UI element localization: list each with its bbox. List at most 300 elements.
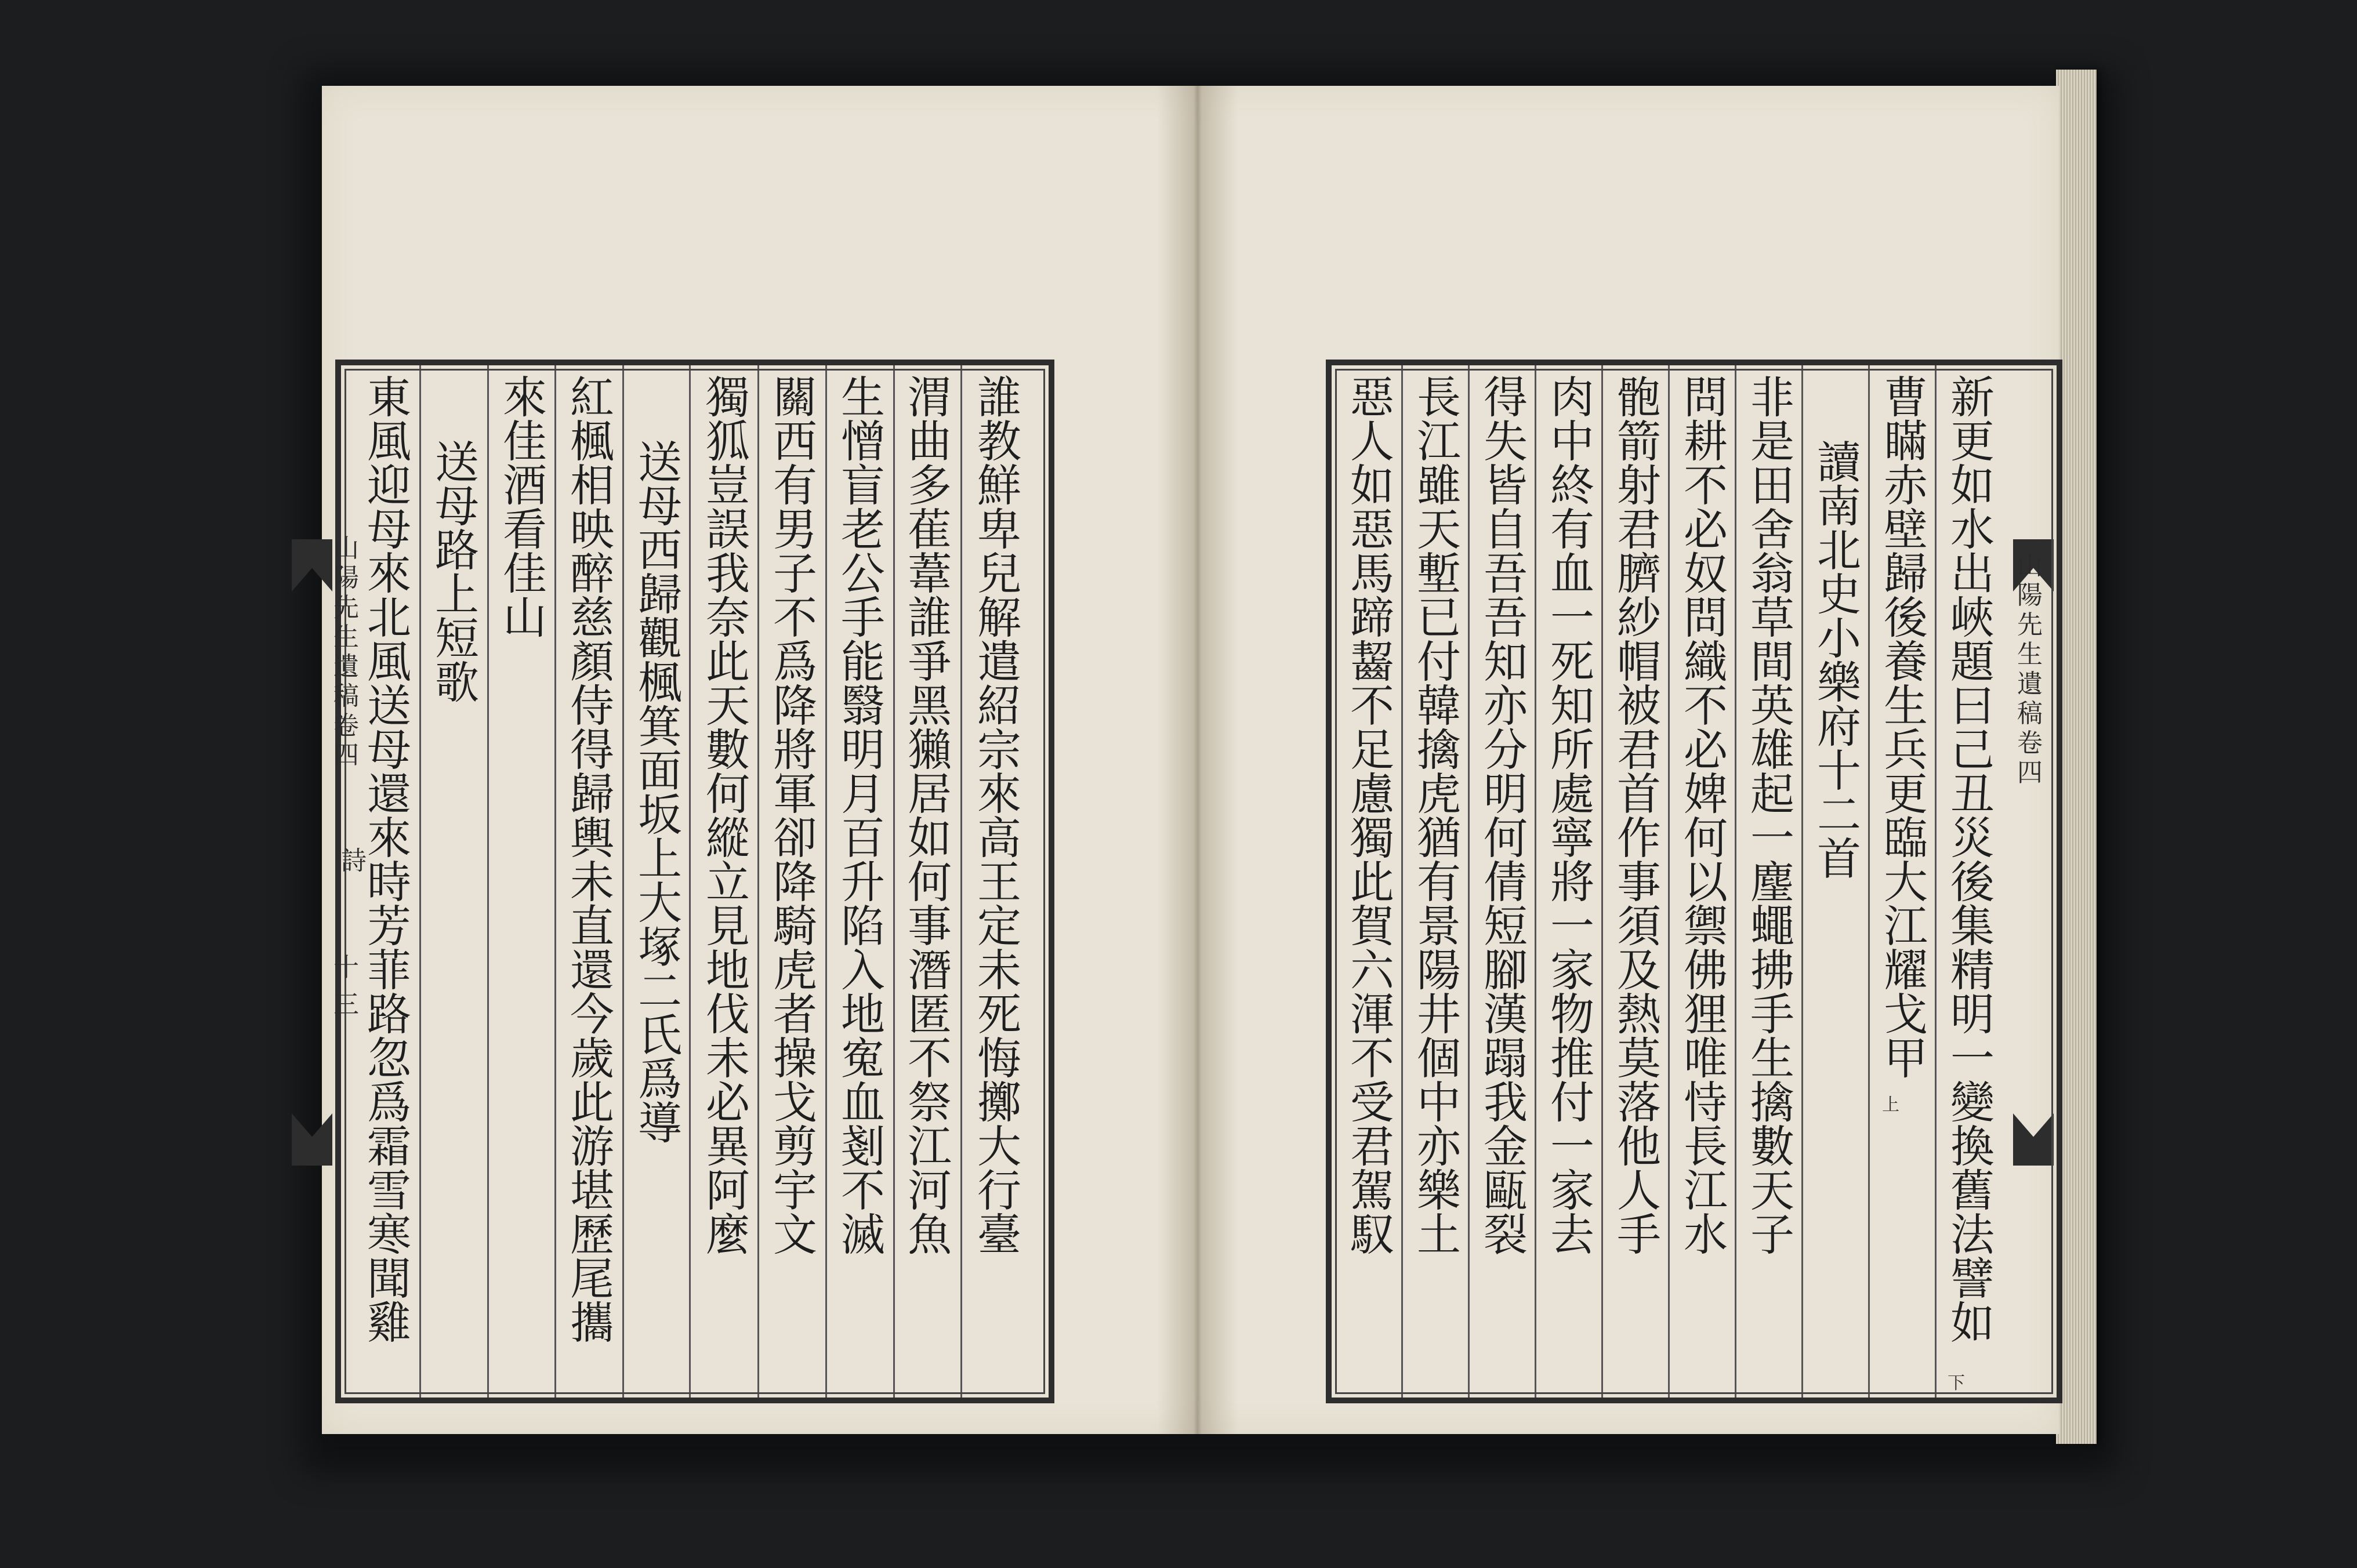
glyph: 血 [1550, 548, 1594, 600]
glyph: 爭 [908, 636, 952, 688]
margin-glyph: 遺 [2017, 669, 2043, 699]
glyph: 輿 [570, 812, 614, 864]
column-rule [893, 365, 895, 1398]
glyph: 解 [977, 592, 1021, 644]
glyph: 寒 [367, 1209, 411, 1261]
glyph: 直 [570, 901, 614, 952]
glyph: 皆 [1484, 460, 1528, 511]
glyph: 赤 [1884, 460, 1928, 511]
glyph: 擲 [977, 1077, 1021, 1128]
glyph: 來 [977, 768, 1021, 820]
glyph: 醉 [570, 548, 614, 600]
glyph: 王 [977, 856, 1021, 908]
column-rule [689, 365, 691, 1398]
glyph: 君 [1350, 1121, 1394, 1173]
glyph: 漢 [1484, 989, 1528, 1040]
glyph: 十 [1817, 745, 1861, 797]
glyph: 歸 [570, 768, 614, 820]
glyph: 入 [841, 945, 885, 996]
glyph: 府 [1817, 701, 1861, 753]
glyph: 草 [1750, 592, 1794, 644]
right-column-2 [1874, 365, 1938, 1398]
glyph: 問 [1684, 592, 1728, 644]
glyph: 出 [1950, 548, 1995, 600]
glyph: 吾 [1484, 548, 1528, 600]
glyph: 擒 [1417, 724, 1461, 776]
glyph: 將 [1550, 856, 1594, 908]
glyph: 熱 [1617, 989, 1661, 1040]
left-column-2 [898, 365, 962, 1398]
glyph: 讀 [1817, 437, 1861, 488]
glyph: 寃 [841, 1033, 885, 1084]
glyph: 猶 [1417, 812, 1461, 864]
glyph: 關 [773, 372, 817, 423]
glyph: 麈 [1750, 856, 1794, 908]
glyph: 虎 [773, 945, 817, 996]
glyph: 非 [1750, 372, 1794, 423]
glyph: 文 [773, 1209, 817, 1261]
glyph: 虎 [1417, 768, 1461, 820]
glyph: 陽 [1417, 945, 1461, 996]
glyph: 誰 [908, 592, 952, 644]
glyph: 舊 [1950, 1165, 1995, 1217]
glyph: 數 [1750, 1121, 1794, 1173]
glyph: 惡 [1350, 504, 1394, 556]
glyph: 渭 [908, 372, 952, 423]
margin-glyph: 山 [2017, 551, 2043, 580]
glyph: 手 [1617, 1209, 1661, 1261]
glyph: 須 [1617, 901, 1661, 952]
glyph: 得 [570, 724, 614, 776]
glyph: 更 [1950, 416, 1995, 467]
glyph: 能 [841, 636, 885, 688]
margin-glyph: 四 [2017, 758, 2043, 787]
glyph: 峽 [1950, 592, 1995, 644]
glyph: 付 [1417, 636, 1461, 688]
marginal-note-upper: 上 [1882, 1095, 1899, 1115]
glyph: 顏 [570, 636, 614, 688]
glyph: 題 [1950, 636, 1995, 688]
glyph: 翳 [841, 680, 885, 732]
glyph: 金 [1484, 1121, 1528, 1173]
glyph: 誤 [706, 504, 750, 556]
glyph: 景 [1417, 901, 1461, 952]
glyph: 東 [367, 372, 411, 423]
glyph: 塹 [1417, 548, 1461, 600]
glyph: 戈 [773, 1077, 817, 1128]
glyph: 二 [1817, 789, 1861, 841]
right-column-7 [1540, 365, 1604, 1398]
glyph: 江 [1884, 901, 1928, 952]
glyph: 憎 [841, 416, 885, 467]
glyph: 一 [1950, 1033, 1995, 1084]
margin-glyph: 先 [2017, 610, 2043, 640]
glyph: 明 [1950, 989, 1995, 1040]
glyph: 賀 [1350, 901, 1394, 952]
glyph: 月 [841, 768, 885, 820]
glyph: 明 [1484, 768, 1528, 820]
glyph: 手 [1750, 989, 1794, 1040]
left-fish-tail-strip [292, 365, 332, 1398]
glyph: 生 [1750, 1033, 1794, 1084]
glyph: 子 [1750, 1209, 1794, 1261]
glyph: 吾 [1484, 592, 1528, 644]
glyph: 倩 [1484, 856, 1528, 908]
glyph: 大 [977, 1121, 1021, 1173]
glyph: 水 [1950, 504, 1995, 556]
glyph: 多 [908, 460, 952, 511]
glyph: 尾 [570, 1253, 614, 1305]
glyph: 箕 [638, 701, 682, 753]
glyph: 曰 [1950, 680, 1995, 732]
glyph: 短 [1484, 901, 1528, 952]
glyph: 曲 [908, 416, 952, 467]
glyph: 丑 [1950, 768, 1995, 820]
glyph: 自 [1484, 504, 1528, 556]
glyph: 地 [841, 989, 885, 1040]
glyph: 不 [1350, 1033, 1394, 1084]
glyph: 宗 [977, 724, 1021, 776]
glyph: 集 [1950, 901, 1995, 952]
glyph: 擒 [1750, 1077, 1794, 1128]
left-column-3 [831, 365, 895, 1398]
glyph: 雖 [1417, 460, 1461, 511]
glyph: 獨 [706, 372, 750, 423]
glyph: 映 [570, 504, 614, 556]
glyph: 北 [1817, 525, 1861, 576]
glyph: 一 [1550, 901, 1594, 952]
glyph: 卑 [977, 504, 1021, 556]
margin-section: 詩 [341, 846, 367, 876]
glyph: 首 [1617, 768, 1661, 820]
glyph: 獺 [908, 724, 952, 776]
glyph: 氏 [638, 1010, 682, 1061]
column-rule [1868, 365, 1870, 1398]
glyph: 韓 [1417, 680, 1461, 732]
glyph: 北 [367, 592, 411, 644]
glyph: 亦 [1417, 1121, 1461, 1173]
glyph: 舍 [1750, 504, 1794, 556]
glyph: 迎 [367, 460, 411, 511]
glyph: 如 [1350, 460, 1394, 511]
glyph: 母 [367, 504, 411, 556]
glyph: 甌 [1484, 1165, 1528, 1217]
glyph: 江 [1417, 416, 1461, 467]
glyph: 變 [1950, 1077, 1995, 1128]
right-column-9 [1407, 365, 1471, 1398]
glyph: 佛 [1684, 945, 1728, 996]
glyph: 老 [841, 504, 885, 556]
glyph: 有 [1417, 856, 1461, 908]
glyph: 南 [1817, 481, 1861, 532]
glyph: 君 [1617, 724, 1661, 776]
glyph: 分 [1484, 724, 1528, 776]
glyph: 知 [1484, 636, 1528, 688]
glyph: 佳 [503, 416, 547, 467]
glyph: 剪 [773, 1121, 817, 1173]
column-rule [554, 365, 556, 1398]
glyph: 西 [638, 525, 682, 576]
glyph: 我 [1484, 1077, 1528, 1128]
left-column-5 [696, 365, 760, 1398]
glyph: 箭 [1617, 416, 1661, 467]
glyph: 土 [1417, 1209, 1461, 1261]
glyph: 歲 [570, 1033, 614, 1084]
margin-glyph: 陽 [333, 563, 359, 593]
glyph: 面 [638, 745, 682, 797]
glyph: 亦 [1484, 680, 1528, 732]
glyph: 所 [1550, 724, 1594, 776]
glyph: 渾 [1350, 989, 1394, 1040]
glyph: 騎 [773, 901, 817, 952]
glyph: 上 [638, 833, 682, 885]
glyph: 遣 [977, 636, 1021, 688]
glyph: 潛 [908, 945, 952, 996]
right-margin-title [2017, 360, 2058, 1403]
glyph: 災 [1950, 812, 1995, 864]
glyph: 聞 [367, 1253, 411, 1305]
glyph: 公 [841, 548, 885, 600]
glyph: 事 [908, 901, 952, 952]
glyph: 恃 [1684, 1077, 1728, 1128]
glyph: 西 [773, 416, 817, 467]
glyph: 還 [367, 768, 411, 820]
glyph: 得 [1484, 372, 1528, 423]
glyph: 送 [367, 680, 411, 732]
glyph: 二 [638, 966, 682, 1017]
glyph: 歷 [570, 1209, 614, 1261]
column-rule [419, 365, 421, 1398]
glyph: 必 [706, 1077, 750, 1128]
glyph: 小 [1817, 613, 1861, 665]
glyph: 肉 [1550, 372, 1594, 423]
glyph: 看 [503, 504, 547, 556]
glyph: 去 [1550, 1209, 1594, 1261]
column-rule [622, 365, 624, 1398]
glyph: 有 [1550, 504, 1594, 556]
glyph: 家 [1550, 1165, 1594, 1217]
glyph: 問 [1684, 372, 1728, 423]
glyph: 蠅 [1750, 901, 1794, 952]
glyph: 歸 [638, 569, 682, 620]
glyph: 不 [841, 1165, 885, 1217]
glyph: 樂 [1817, 657, 1861, 709]
fish-tail-mark [292, 1113, 332, 1166]
glyph: 個 [1417, 1033, 1461, 1084]
left-text-block [335, 360, 1054, 1403]
glyph: 魚 [908, 1209, 952, 1261]
glyph: 己 [1950, 724, 1995, 776]
left-column-4 [763, 365, 827, 1398]
glyph: 處 [1550, 768, 1594, 820]
right-column-1 [1941, 365, 2004, 1398]
glyph: 見 [706, 901, 750, 952]
glyph: 唯 [1684, 1033, 1728, 1084]
glyph: 人 [1350, 416, 1394, 467]
glyph: 宇 [773, 1165, 817, 1217]
glyph: 血 [841, 1077, 885, 1128]
glyph: 樂 [1417, 1165, 1461, 1217]
column-rule [1401, 365, 1403, 1398]
glyph: 降 [773, 680, 817, 732]
glyph: 裂 [1484, 1209, 1528, 1261]
glyph: 後 [1950, 856, 1995, 908]
left-column-1 [967, 365, 1031, 1398]
glyph: 我 [706, 548, 750, 600]
glyph: 雄 [1750, 724, 1794, 776]
glyph: 游 [570, 1121, 614, 1173]
margin-glyph: 稿 [333, 681, 359, 711]
glyph: 知 [1550, 680, 1594, 732]
glyph: 耕 [1684, 416, 1728, 467]
glyph: 法 [1950, 1209, 1995, 1261]
glyph: 將 [773, 724, 817, 776]
glyph: 山 [503, 592, 547, 644]
glyph: 河 [908, 1165, 952, 1217]
glyph: 佳 [503, 548, 547, 600]
glyph: 水 [1684, 1209, 1728, 1261]
glyph: 足 [1350, 724, 1394, 776]
glyph: 酒 [503, 460, 547, 511]
glyph: 蹄 [1350, 592, 1394, 644]
glyph: 齧 [1350, 636, 1394, 688]
glyph: 鮮 [977, 460, 1021, 511]
glyph: 他 [1617, 1121, 1661, 1173]
glyph: 馭 [1350, 1209, 1394, 1261]
glyph: 教 [977, 416, 1021, 467]
fish-tail-mark [292, 539, 332, 591]
margin-glyph: 山 [333, 533, 359, 563]
glyph: 立 [706, 856, 750, 908]
glyph: 一 [1550, 592, 1594, 644]
glyph: 操 [773, 1033, 817, 1084]
glyph: 軍 [773, 768, 817, 820]
glyph: 雞 [367, 1297, 411, 1349]
glyph: 祭 [908, 1077, 952, 1128]
glyph: 落 [1617, 1077, 1661, 1128]
glyph: 不 [908, 1033, 952, 1084]
glyph: 有 [773, 460, 817, 511]
glyph: 耀 [1884, 945, 1928, 996]
glyph: 百 [841, 812, 885, 864]
glyph: 母 [638, 481, 682, 532]
left-column-7 [560, 365, 624, 1398]
glyph: 後 [1884, 592, 1928, 644]
glyph: 作 [1617, 812, 1661, 864]
glyph: 及 [1617, 945, 1661, 996]
glyph: 君 [1617, 504, 1661, 556]
glyph: 伐 [706, 989, 750, 1040]
glyph: 生 [1884, 680, 1928, 732]
glyph: 菲 [367, 945, 411, 996]
glyph: 臺 [977, 1209, 1021, 1261]
glyph: 天 [706, 680, 750, 732]
right-column-10 [1340, 365, 1404, 1398]
glyph: 未 [977, 945, 1021, 996]
glyph: 一 [1750, 812, 1794, 864]
margin-glyph: 四 [333, 741, 359, 770]
glyph: 未 [706, 1033, 750, 1084]
glyph: 萑 [908, 504, 952, 556]
glyph: 不 [1684, 680, 1728, 732]
glyph: 一 [1550, 1121, 1594, 1173]
glyph: 慈 [570, 592, 614, 644]
glyph: 田 [1750, 460, 1794, 511]
glyph: 江 [908, 1121, 952, 1173]
glyph: 帽 [1617, 636, 1661, 688]
glyph: 物 [1550, 989, 1594, 1040]
glyph: 如 [908, 812, 952, 864]
glyph: 家 [1550, 945, 1594, 996]
glyph: 受 [1350, 1077, 1394, 1128]
glyph: 誰 [977, 372, 1021, 423]
glyph: 歸 [1884, 548, 1928, 600]
glyph: 井 [1417, 989, 1461, 1040]
column-rule [487, 365, 489, 1398]
glyph: 麼 [706, 1209, 750, 1261]
left-column-6 [628, 365, 692, 1398]
glyph: 歌 [435, 657, 479, 709]
glyph: 精 [1950, 945, 1995, 996]
glyph: 生 [841, 372, 885, 423]
column-rule [1535, 365, 1536, 1398]
glyph: 換 [1950, 1121, 1995, 1173]
glyph: 時 [367, 856, 411, 908]
glyph: 塚 [638, 921, 682, 973]
glyph: 侍 [570, 680, 614, 732]
glyph: 今 [570, 989, 614, 1040]
glyph: 兒 [977, 548, 1021, 600]
glyph: 悔 [977, 1033, 1021, 1084]
glyph: 何 [706, 768, 750, 820]
glyph: 卻 [773, 812, 817, 864]
glyph: 慮 [1350, 768, 1394, 820]
glyph: 人 [1617, 1165, 1661, 1217]
right-column-6 [1607, 365, 1671, 1398]
glyph: 曹 [1884, 372, 1928, 423]
glyph: 大 [638, 877, 682, 929]
glyph: 婢 [1684, 768, 1728, 820]
glyph: 楓 [570, 416, 614, 467]
glyph: 手 [841, 592, 885, 644]
glyph: 數 [706, 724, 750, 776]
glyph: 黑 [908, 680, 952, 732]
glyph: 爲 [367, 1077, 411, 1128]
left-column-9 [425, 365, 489, 1398]
glyph: 送 [638, 437, 682, 488]
column-rule [757, 365, 759, 1398]
glyph: 間 [1750, 636, 1794, 688]
glyph: 戈 [1884, 989, 1928, 1040]
glyph: 必 [1684, 724, 1728, 776]
glyph: 豈 [706, 460, 750, 511]
glyph: 匿 [908, 989, 952, 1040]
right-column-3 [1807, 365, 1871, 1398]
glyph: 譬 [1950, 1253, 1995, 1305]
glyph: 首 [1817, 833, 1861, 885]
glyph: 短 [435, 613, 479, 665]
glyph: 馬 [1350, 548, 1394, 600]
glyph: 降 [773, 856, 817, 908]
right-column-5 [1674, 365, 1738, 1398]
glyph: 兵 [1884, 724, 1928, 776]
margin-glyph: 卷 [333, 711, 359, 741]
glyph: 紅 [570, 372, 614, 423]
glyph: 付 [1550, 1077, 1594, 1128]
glyph: 子 [773, 548, 817, 600]
glyph: 更 [1884, 768, 1928, 820]
glyph: 路 [367, 989, 411, 1040]
